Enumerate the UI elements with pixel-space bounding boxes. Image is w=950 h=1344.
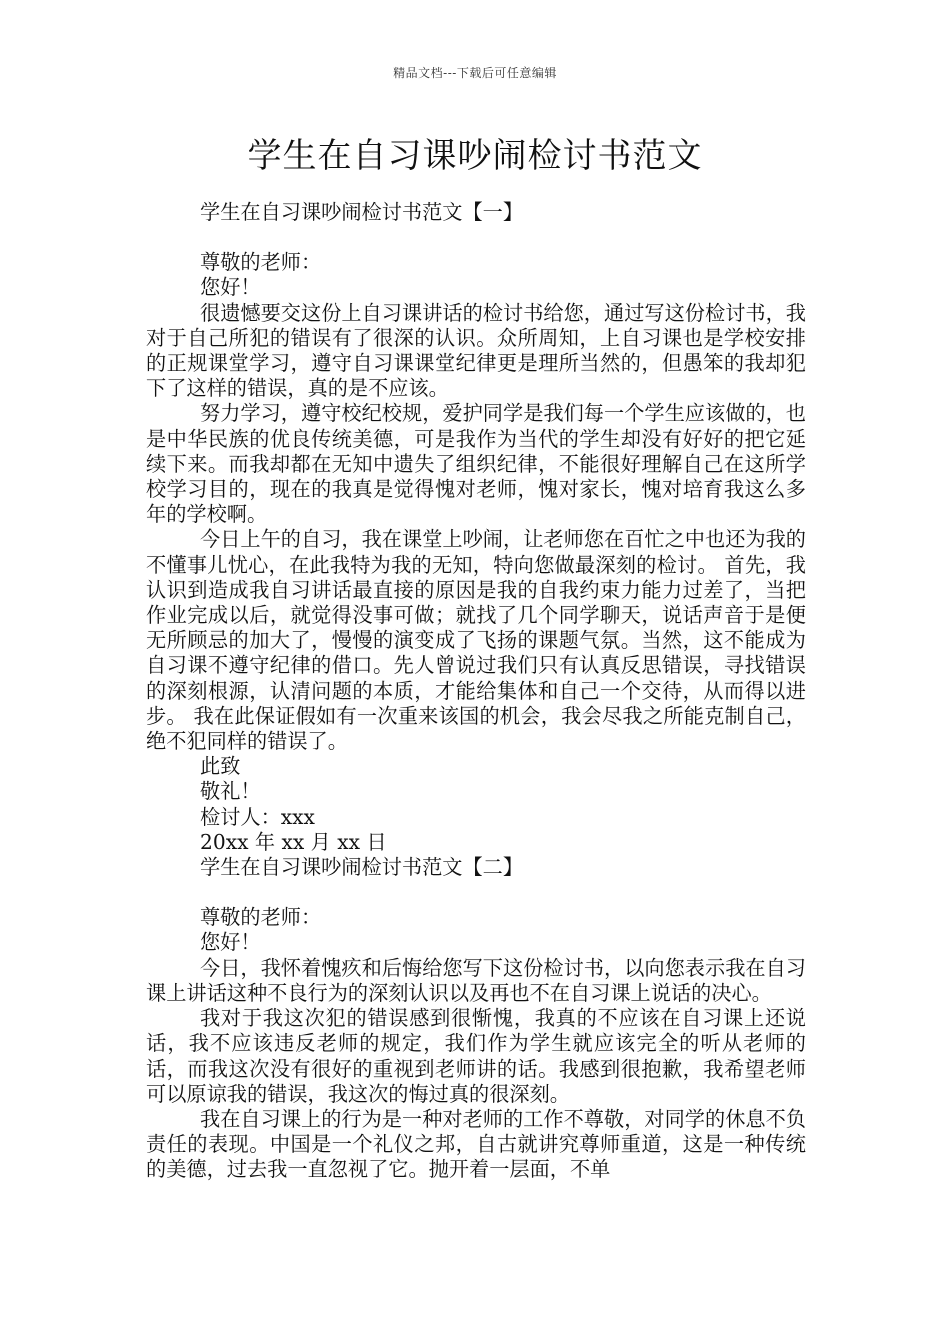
section-heading: 学生在自习课吵闹检讨书范文【二】 [200,855,524,880]
date-line: 20xx 年 xx 月 xx 日 [200,829,387,854]
paragraph: 今日上午的自习，我在课堂上吵闹，让老师您在百忙之中也还为我的不懂事儿忧心，在此我特为我的无知，特向您做最深刻的检讨。 首先，我认识到造成我自习讲话最直接的原因是我的自我约束力能力过差了，当把作业完成以后，就觉得没事可做；就找了几个同学聊天，说话声音于是便无所顾忌的加大了，慢慢的演变成了飞扬的课题气氛。当然，这不能成为自习课不遵守纪律的借口。先人曾说过我们只有认真反思错误，寻找错误的深刻根源，认清问题的本质，才能给集体和自己一个交待，从而得以进步。 我在此保证假如有一次重来该国的机会，我会尽我之所能克制自己，绝不犯同样的错误了。 [146,527,806,754]
blank-line [146,880,806,905]
salutation: 尊敬的老师： [200,250,322,275]
greeting: 您好！ [200,275,261,300]
document-title: 学生在自习课吵闹检讨书范文 [247,136,703,176]
salutation: 尊敬的老师： [200,905,322,930]
section-heading: 学生在自习课吵闹检讨书范文【一】 [200,200,524,224]
paragraph: 我对于我这次犯的错误感到很惭愧，我真的不应该在自习课上还说话，我不应该违反老师的规定，我们作为学生就应该完全的听从老师的话，而我这次没有很好的重视到老师讲的话。我感到很抱歉，我希望老师可以原谅我的错误，我这次的悔过真的很深刻。 [146,1006,806,1106]
header-note: 精品文档---下载后可任意编辑 [393,66,557,80]
closing-line: 此致 [200,754,241,779]
closing-line: 敬礼！ [200,779,261,804]
document-body [146,200,806,1183]
paragraph: 努力学习，遵守校纪校规，爱护同学是我们每一个学生应该做的，也是中华民族的优良传统美德，可是我作为当代的学生却没有好好的把它延续下来。而我却都在无知中遗失了组织纪律，不能很好理解自己在这所学校学习目的，现在的我真是觉得愧对老师，愧对家长，愧对培育我这么多年的学校啊。 [146,401,806,527]
paragraph: 很遗憾要交这份上自习课讲话的检讨书给您，通过写这份检讨书，我对于自己所犯的错误有了很深的认识。众所周知，上自习课也是学校安排的正规课堂学习，遵守自习课课堂纪律更是理所当然的，但愚笨的我却犯下了这样的错误，真的是不应该。 [146,300,806,401]
signer-line: 检讨人：xxx [200,804,315,829]
paragraph: 我在自习课上的行为是一种对老师的工作不尊敬，对同学的休息不负责任的表现。中国是一个礼仪之邦，自古就讲究尊师重道，这是一种传统的美德，过去我一直忽视了它。抛开着一层面，不单 [146,1106,806,1182]
paragraph: 今日，我怀着愧疚和后悔给您写下这份检讨书，以向您表示我在自习课上讲话这种不良行为的深刻认识以及再也不在自习课上说话的决心。 [146,955,806,1005]
greeting: 您好！ [200,930,261,955]
blank-line [146,225,806,250]
